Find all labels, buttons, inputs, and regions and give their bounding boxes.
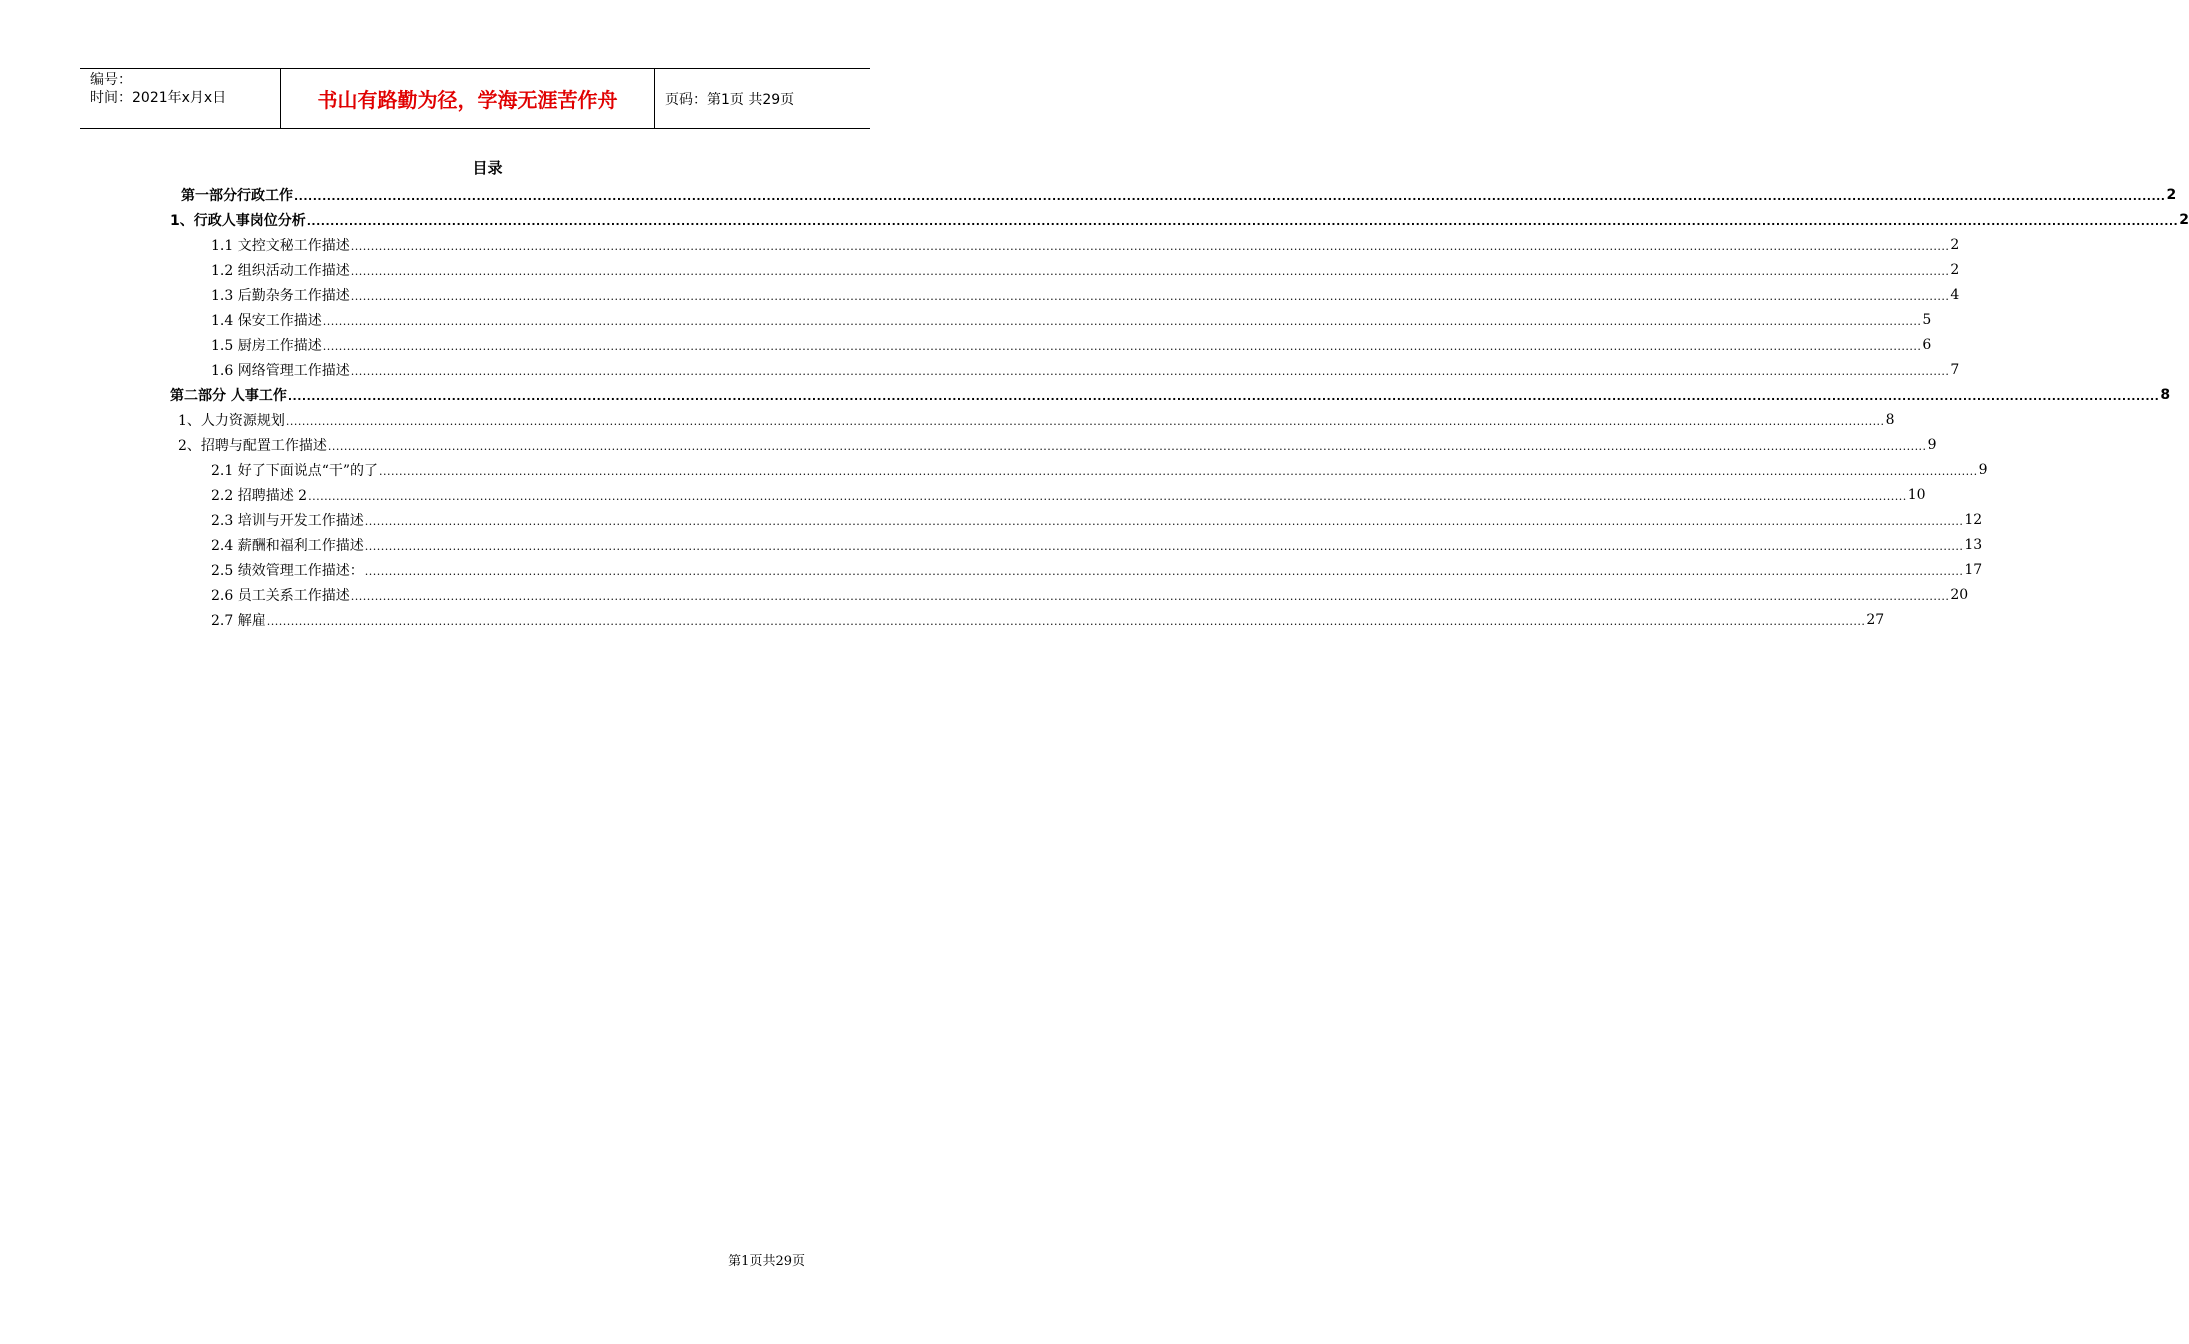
toc-entry-label: 2.4 薪酬和福利工作描述: [211, 537, 364, 554]
number-label: 编号：: [90, 72, 132, 88]
toc-entry-label: 1.2 组织活动工作描述: [211, 262, 350, 279]
toc-entry-page: 2: [2166, 186, 2177, 203]
toc-entry[interactable]: [211, 457, 1988, 482]
header-info-cell: [80, 69, 281, 128]
toc-entry-page: 13: [1964, 536, 1983, 553]
toc-entry-label: 1.3 后勤杂务工作描述: [211, 287, 350, 304]
motto: 书山有路勤为径，学海无涯苦作舟: [281, 69, 655, 128]
page-info: 页码：第1页 共29页: [665, 91, 795, 108]
toc-entry-page: 2: [1950, 236, 1960, 253]
toc-entry[interactable]: [211, 332, 1932, 357]
toc-entry-label: 2.2 招聘描述 2: [211, 487, 308, 504]
toc-entry-page: 5: [1922, 311, 1932, 328]
toc-leader-dots: ................................................................................................................................................................................................................................................................................................................................................................................................................: [364, 540, 1964, 553]
toc-entry[interactable]: [211, 607, 1885, 632]
toc-entry-page: 7: [1950, 361, 1960, 378]
toc-entry[interactable]: [181, 182, 2177, 207]
toc-entry[interactable]: [211, 232, 1960, 257]
toc-leader-dots: ................................................................................................................................................................................................................................................................................................................................................................................................................: [350, 265, 1950, 278]
toc-entry-label: 第二部分 人事工作: [170, 387, 287, 404]
toc-entry-page: 10: [1907, 486, 1926, 503]
time-label: 时间：2021年x月x日: [90, 90, 227, 106]
toc-title: 目录: [472, 159, 503, 177]
toc-entry[interactable]: [211, 507, 1983, 532]
toc-leader-dots: ................................................................................................................................................................................................................................................................................................................................................................................................................: [364, 565, 1964, 578]
toc-entry[interactable]: [211, 257, 1960, 282]
toc-leader-dots: ................................................................................................................................................................................................................................................................................................................................................................................................................: [266, 615, 1866, 628]
toc-entry[interactable]: [170, 207, 2189, 232]
table-of-contents: [0, 182, 2189, 632]
toc-leader-dots: ................................................................................................................................................................................................................................................................................................................................................................................................................: [350, 290, 1950, 303]
toc-leader-dots: ................................................................................................................................................................................................................................................................................................................................................................................................................: [308, 490, 1907, 503]
toc-entry-label: 1.5 厨房工作描述: [211, 337, 322, 354]
toc-entry-page: 2: [1950, 261, 1960, 278]
toc-leader-dots: ................................................................................................................................................................................................................................................................................................................................................................................................................: [350, 240, 1950, 253]
toc-entry-page: 9: [1927, 436, 1937, 453]
toc-entry-label: 第一部分行政工作: [181, 187, 293, 204]
toc-entry-label: 1.1 文控文秘工作描述: [211, 237, 350, 254]
toc-entry-label: 2.3 培训与开发工作描述: [211, 512, 364, 529]
toc-entry[interactable]: [211, 532, 1983, 557]
toc-entry-page: 4: [1950, 286, 1960, 303]
toc-entry-page: 27: [1866, 611, 1885, 628]
toc-entry-label: 2、招聘与配置工作描述: [178, 437, 327, 454]
toc-entry-label: 1.6 网络管理工作描述: [211, 362, 350, 379]
toc-entry-label: 2.7 解雇: [211, 612, 266, 629]
toc-entry-label: 2.1 好了下面说点“干”的了: [211, 462, 379, 479]
toc-entry[interactable]: [211, 482, 1926, 507]
toc-entry-page: 20: [1950, 586, 1969, 603]
toc-leader-dots: ................................................................................................................................................................................................................................................................................................................................................................................................................: [364, 515, 1964, 528]
toc-entry[interactable]: [211, 307, 1932, 332]
toc-entry-page: 9: [1978, 461, 1988, 478]
toc-leader-dots: ................................................................................................................................................................................................................................................................................................................................................................................................................: [350, 590, 1950, 603]
toc-entry[interactable]: [211, 282, 1960, 307]
toc-entry[interactable]: [170, 382, 2171, 407]
toc-leader-dots: ................................................................................................................................................................................................................................................................................................................................................................................................................: [322, 340, 1922, 353]
toc-entry-label: 1、人力资源规划: [178, 412, 285, 429]
toc-entry[interactable]: [178, 432, 1937, 457]
page-footer: 第1页共29页: [728, 1254, 805, 1269]
toc-leader-dots: ................................................................................................................................................................................................................................................................................................................................................................................................................: [306, 215, 2179, 228]
toc-entry-label: 2.5 绩效管理工作描述：: [211, 562, 364, 579]
toc-leader-dots: ................................................................................................................................................................................................................................................................................................................................................................................................................: [285, 415, 1885, 428]
toc-entry-page: 12: [1964, 511, 1983, 528]
toc-leader-dots: ................................................................................................................................................................................................................................................................................................................................................................................................................: [294, 190, 2166, 203]
toc-entry-label: 1、行政人事岗位分析: [170, 212, 306, 229]
toc-leader-dots: ................................................................................................................................................................................................................................................................................................................................................................................................................: [287, 390, 2160, 403]
toc-entry-label: 1.4 保安工作描述: [211, 312, 322, 329]
toc-entry[interactable]: [211, 357, 1960, 382]
page-header: [80, 68, 870, 129]
toc-entry-page: 17: [1964, 561, 1983, 578]
toc-entry-page: 8: [2160, 386, 2171, 403]
toc-entry-page: 6: [1922, 336, 1932, 353]
toc-entry[interactable]: [211, 582, 1969, 607]
toc-leader-dots: ................................................................................................................................................................................................................................................................................................................................................................................................................: [327, 440, 1927, 453]
toc-entry-label: 2.6 员工关系工作描述: [211, 587, 350, 604]
toc-leader-dots: ................................................................................................................................................................................................................................................................................................................................................................................................................: [350, 365, 1950, 378]
toc-leader-dots: ................................................................................................................................................................................................................................................................................................................................................................................................................: [322, 315, 1922, 328]
toc-entry[interactable]: [178, 407, 1895, 432]
toc-leader-dots: ................................................................................................................................................................................................................................................................................................................................................................................................................: [379, 465, 1978, 478]
toc-entry-page: 8: [1885, 411, 1895, 428]
toc-entry[interactable]: [211, 557, 1983, 582]
toc-entry-page: 2: [2179, 211, 2189, 228]
